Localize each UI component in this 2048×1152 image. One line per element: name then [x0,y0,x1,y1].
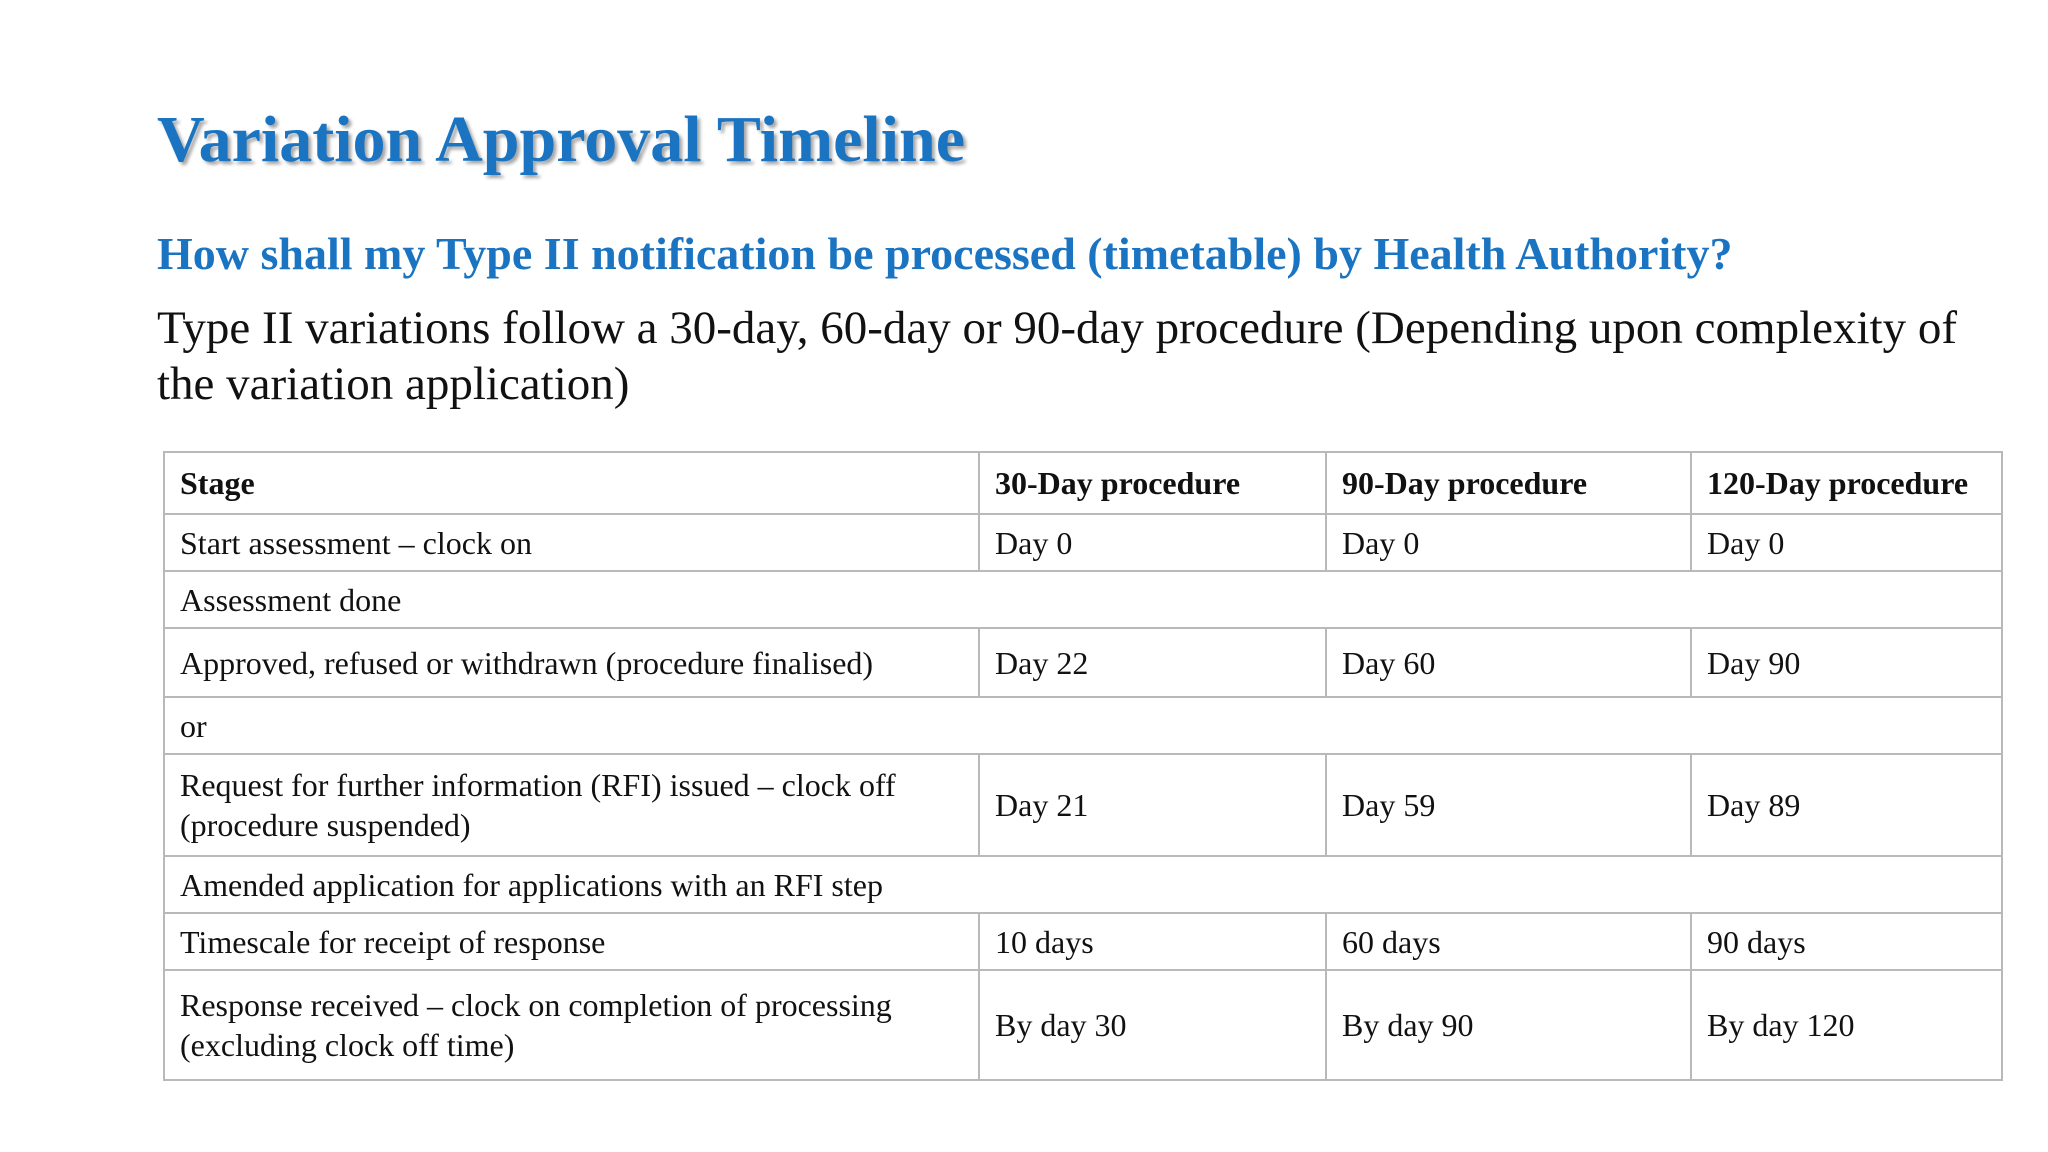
header-stage: Stage [164,452,979,514]
value-cell: By day 120 [1691,970,2002,1080]
intro-text: Type II variations follow a 30-day, 60-day or 90-day procedure (Depending upon complexity of the variation application) [157,302,1957,410]
table-row [164,628,2002,697]
section-row [164,697,2002,754]
value-cell: 90 days [1691,913,2002,970]
value-cell: Day 89 [1691,754,2002,856]
stage-cell: Start assessment – clock on [164,514,979,571]
value-cell: 10 days [979,913,1326,970]
timeline-table [163,451,2003,1081]
table-row [164,913,2002,970]
section-or: or [164,697,2002,754]
value-cell: Day 90 [1691,628,2002,697]
value-cell: By day 90 [1326,970,1691,1080]
slide-subtitle: How shall my Type II notification be processed (timetable) by Health Authority? [157,228,1733,279]
value-cell: Day 21 [979,754,1326,856]
table-row [164,970,2002,1080]
stage-cell: Approved, refused or withdrawn (procedure finalised) [164,628,979,697]
section-row [164,571,2002,628]
value-cell: Day 22 [979,628,1326,697]
value-cell: Day 60 [1326,628,1691,697]
value-cell: Day 59 [1326,754,1691,856]
value-cell: Day 0 [1691,514,2002,571]
header-30-day: 30-Day procedure [979,452,1326,514]
header-120-day: 120-Day procedure [1691,452,2002,514]
slide-title: Variation Approval Timeline [157,103,966,176]
value-cell: Day 0 [1326,514,1691,571]
table-header-row [164,452,2002,514]
section-row [164,856,2002,913]
section-assessment-done: Assessment done [164,571,2002,628]
stage-cell: Response received – clock on completion of processing (excluding clock off time) [164,970,979,1080]
value-cell: By day 30 [979,970,1326,1080]
stage-cell: Timescale for receipt of response [164,913,979,970]
header-90-day: 90-Day procedure [1326,452,1691,514]
value-cell: 60 days [1326,913,1691,970]
stage-cell: Request for further information (RFI) issued – clock off (procedure suspended) [164,754,979,856]
section-amended-application: Amended application for applications with an RFI step [164,856,2002,913]
table-row [164,514,2002,571]
value-cell: Day 0 [979,514,1326,571]
table-row [164,754,2002,856]
